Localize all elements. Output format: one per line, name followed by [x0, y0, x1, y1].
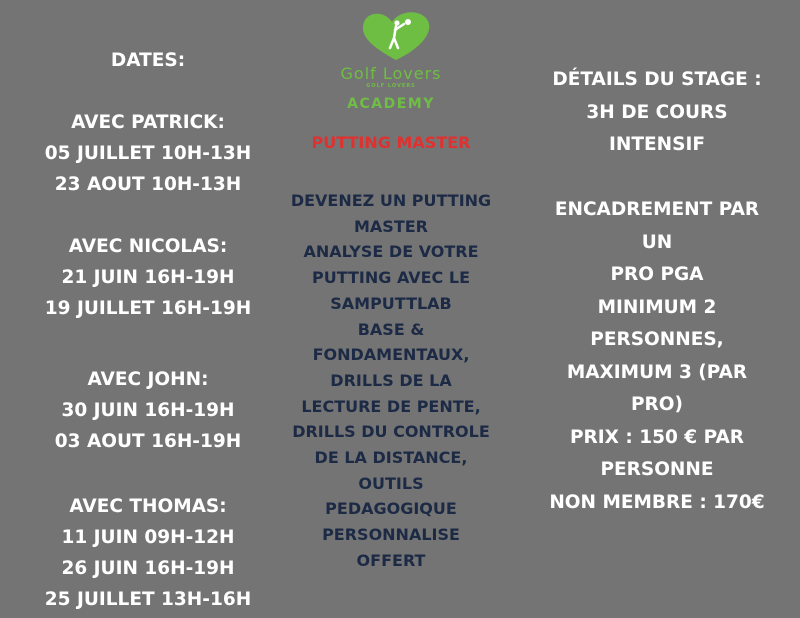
non-member-price-line: NON MEMBRE : 170€: [549, 491, 765, 513]
details-line: UN: [641, 231, 673, 253]
description-line: DRILLS DE LA: [330, 370, 452, 390]
description-line: PERSONNALISE: [322, 525, 460, 545]
coach-block-nicolas: [28, 231, 268, 324]
coach-name: AVEC THOMAS:: [69, 496, 227, 517]
coach-name: AVEC PATRICK:: [71, 112, 225, 133]
date-slot: 26 JUIN 16H-19H: [61, 558, 235, 579]
dates-heading: DATES:: [110, 50, 186, 71]
dates-column: [28, 0, 268, 615]
details-line: MAXIMUM 3 (PAR: [566, 361, 748, 383]
date-slot: 30 JUIN 16H-19H: [61, 400, 235, 421]
details-line: MINIMUM 2: [597, 296, 717, 318]
description-line: BASE &: [357, 319, 425, 339]
description-line: DEVENEZ UN PUTTING: [290, 191, 492, 210]
coach-block-john: [28, 364, 268, 457]
date-slot: 03 AOUT 16H-19H: [54, 431, 242, 452]
golfer-heart-icon: [358, 10, 434, 62]
coach-block-patrick: [28, 107, 268, 200]
date-slot: 19 JUILLET 16H-19H: [44, 298, 252, 319]
description-line: OUTILS: [358, 473, 424, 493]
price-line: PRIX : 150 € PAR: [569, 426, 745, 448]
description-line: LECTURE DE PENTE,: [301, 396, 481, 416]
details-line: INTENSIF: [609, 134, 705, 155]
coach-block-thomas: [28, 491, 268, 615]
details-line: ENCADREMENT PAR: [554, 199, 760, 220]
coach-name: AVEC JOHN:: [87, 369, 209, 390]
description-line: FONDAMENTAUX,: [312, 345, 470, 365]
description-line: OFFERT: [356, 550, 426, 570]
course-title: PUTTING MASTER: [311, 133, 471, 152]
brand-tagline: GOLF LOVERS: [366, 83, 416, 89]
date-slot: 23 AOUT 10H-13H: [54, 174, 242, 195]
description-line: PEDAGOGIQUE: [325, 499, 457, 519]
date-slot: 21 JUIN 16H-19H: [61, 267, 235, 288]
description-line: DE LA DISTANCE,: [314, 448, 468, 468]
details-line: PRO PGA: [610, 264, 704, 285]
course-description: [268, 188, 514, 574]
brand-name: Golf Lovers: [340, 64, 442, 83]
date-slot: 05 JUILLET 10H-13H: [44, 143, 252, 164]
description-line: PUTTING AVEC LE: [311, 268, 470, 288]
details-heading: DÉTAILS DU STAGE :: [552, 69, 762, 90]
coach-name: AVEC NICOLAS:: [68, 236, 228, 257]
date-slot: 11 JUIN 09H-12H: [61, 527, 235, 548]
details-line: PRO): [631, 394, 683, 415]
details-column: [526, 0, 788, 519]
details-line: 3H DE COURS: [586, 101, 728, 123]
academy-label: ACADEMY: [347, 96, 435, 112]
description-line: MASTER: [354, 216, 428, 236]
date-slot: 25 JUILLET 13H-16H: [44, 589, 252, 610]
details-line: PERSONNE: [600, 459, 714, 480]
details-line: PERSONNES,: [590, 329, 724, 350]
description-line: ANALYSE DE VOTRE: [303, 242, 479, 262]
description-line: DRILLS DU CONTROLE: [292, 422, 490, 442]
description-line: SAMPUTTLAB: [330, 293, 452, 313]
